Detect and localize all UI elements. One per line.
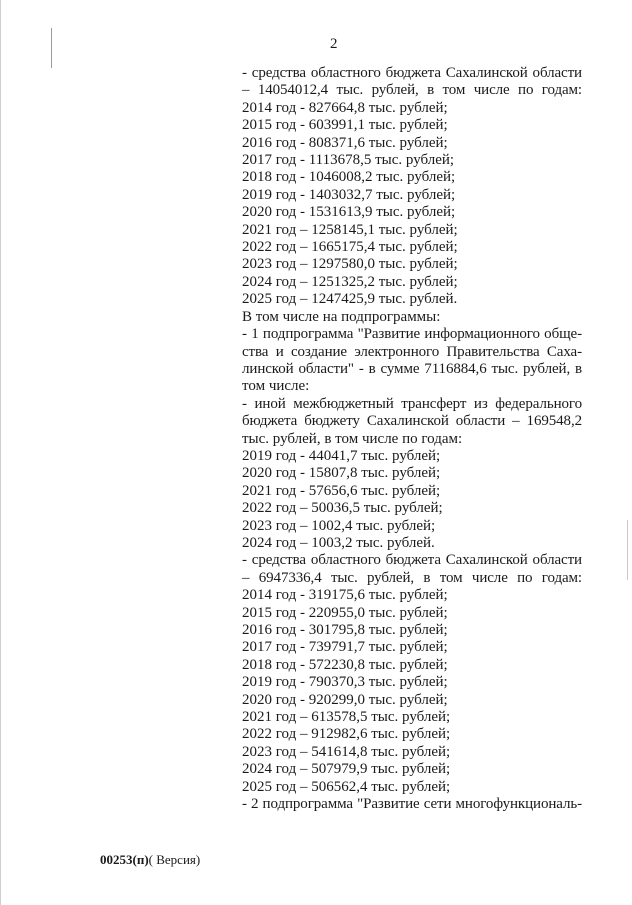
text-line: 2020 год - 920299,0 тыс. рублей; [242,691,448,708]
text-line: 2015 год - 603991,1 тыс. рублей; [242,117,448,134]
text-line: 2019 год - 790370,3 тыс. рублей; [242,674,448,691]
text-line: 2014 год - 319175,6 тыс. рублей; [242,587,448,604]
text-line: 2023 год – 1002,4 тыс. рублей; [242,517,436,534]
text-line: 2020 год - 15807,8 тыс. рублей; [242,465,441,482]
page-number: 2 [330,36,338,52]
scan-right-edge [627,520,628,580]
text-line: 2024 год – 507979,9 тыс. рублей; [242,761,451,778]
text-line: 2025 год – 506562,4 тыс. рублей; [242,778,451,795]
text-line: 2025 год – 1247425,9 тыс. рублей. [242,291,458,308]
text-line: 2016 год - 301795,8 тыс. рублей; [242,622,448,638]
text-line: 2021 год – 1258145,1 тыс. рублей; [242,221,458,238]
text-line: 2020 год - 1531613,9 тыс. рублей; [242,204,456,221]
text-line: 2022 год – 1665175,4 тыс. рублей; [242,239,458,256]
document-version: ( Версия) [148,852,201,867]
text-line: – 14054012,4 тыс. рублей, в том числе по годам: [242,82,582,99]
text-line: тыс. рублей, в том числе по годам: [242,430,463,447]
text-line: 2022 год – 50036,5 тыс. рублей; [242,500,443,517]
text-line: - иной межбюджетный трансферт из федерального [242,395,582,412]
text-line: 2014 год - 827664,8 тыс. рублей; [242,99,448,116]
text-line: 2023 год – 1297580,0 тыс. рублей; [242,256,458,273]
text-line: - 1 подпрограмма "Развитие информационного обще- [242,326,582,343]
text-line: – 6947336,4 тыс. рублей, в том числе по годам: [242,569,582,586]
text-line: 2021 год – 613578,5 тыс. рублей; [242,709,451,726]
text-line: 2021 год - 57656,6 тыс. рублей; [242,482,441,499]
text-line: - средства областного бюджета Сахалинской области [242,65,582,81]
text-line: 2015 год - 220955,0 тыс. рублей; [242,604,448,621]
text-line: 2016 год - 808371,6 тыс. рублей; [242,134,448,151]
text-line: 2018 год - 572230,8 тыс. рублей; [242,656,448,673]
document-footer [100,852,200,867]
text-line: 2019 год - 44041,7 тыс. рублей; [242,447,441,464]
text-line: 2024 год – 1003,2 тыс. рублей. [242,534,435,551]
document-code: 00253(п) [100,852,149,867]
text-line: 2017 год - 1113678,5 тыс. рублей; [242,152,455,169]
document-body [242,65,582,813]
text-line: 2018 год - 1046008,2 тыс. рублей; [242,169,456,186]
text-line: 2023 год – 541614,8 тыс. рублей; [242,743,451,760]
text-line: - 2 подпрограмма "Развитие сети многофункциональ- [242,796,582,813]
text-line: 2019 год - 1403032,7 тыс. рублей; [242,186,456,203]
text-line: 2022 год – 912982,6 тыс. рублей; [242,726,451,743]
text-line: - средства областного бюджета Сахалинской области [242,552,582,569]
text-line: том числе: [242,378,310,395]
text-line: ства и создание электронного Правительства Саха- [242,343,582,360]
text-line: В том числе на подпрограммы: [242,308,441,325]
text-line: бюджета бюджету Сахалинской области – 169548,2 [242,413,582,430]
text-line: линской области" - в сумме 7116884,6 тыс. рублей, в [242,360,582,377]
text-line: 2017 год - 739791,7 тыс. рублей; [242,639,448,656]
text-line: 2024 год – 1251325,2 тыс. рублей; [242,273,458,290]
scan-left-edge [0,0,1,905]
scan-margin-mark [51,28,52,68]
